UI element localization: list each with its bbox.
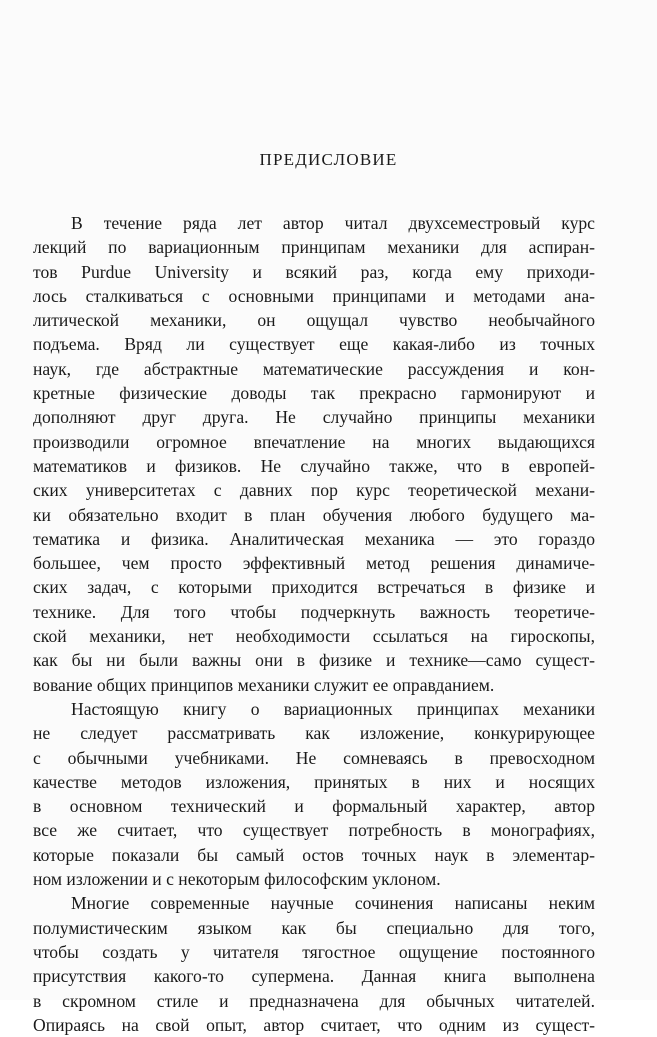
text-line: ских задач, с которыми приходится встречаться в физике и bbox=[33, 577, 595, 598]
text-line: с обычными учебниками. Не сомневаясь в превосходном bbox=[33, 747, 595, 768]
text-line: литической механики, он ощущал чувство необычайного bbox=[33, 310, 595, 331]
text-line: подъема. Вряд ли существует еще какая-либо из точных bbox=[33, 334, 595, 355]
text-line: не следует рассматривать как изложение, конкурирующее bbox=[33, 723, 595, 744]
text-line: все же считает, что существует потребность в монографиях, bbox=[33, 820, 595, 841]
text-line: математиков и физиков. Не случайно также, что в европей- bbox=[33, 455, 595, 476]
text-line: большее, чем просто эффективный метод решения динамиче- bbox=[33, 553, 595, 574]
text-line: Многие современные научные сочинения написаны неким bbox=[71, 893, 595, 914]
text-line: тов Purdue University и всякий раз, когда ему приходи- bbox=[33, 261, 595, 282]
text-line: присутствия какого-то супермена. Данная книга выполнена bbox=[33, 966, 595, 987]
text-line: лось сталкиваться с основными принципами и методами ана- bbox=[33, 285, 595, 306]
text-line: в основном технический и формальный характер, автор bbox=[33, 796, 595, 817]
text-line: ской механики, нет необходимости ссылаться на гироскопы, bbox=[33, 626, 595, 647]
text-line: кретные физические доводы так прекрасно гармонируют и bbox=[33, 383, 595, 404]
text-line: в скромном стиле и предназначена для обычных читателей. bbox=[33, 990, 595, 1011]
text-line: Настоящую книгу о вариационных принципах механики bbox=[71, 698, 595, 719]
text-line: производили огромное впечатление на многих выдающихся bbox=[33, 431, 595, 452]
text-line: вование общих принципов механики служит ее оправданием. bbox=[33, 674, 495, 695]
text-line: которые показали бы самый остов точных наук в элементар- bbox=[33, 844, 595, 865]
text-line: наук, где абстрактные математические рассуждения и кон- bbox=[33, 358, 595, 379]
text-line: дополняют друг друга. Не случайно принципы механики bbox=[33, 407, 595, 428]
text-line: Опираясь на свой опыт, автор считает, что одним из сущест- bbox=[33, 1014, 595, 1035]
text-line: тематика и физика. Аналитическая механика — это гораздо bbox=[33, 528, 595, 549]
text-line: как бы ни были важны они в физике и технике—само сущест- bbox=[33, 650, 595, 671]
preface-body bbox=[33, 211, 595, 1037]
page-title: ПРЕДИСЛОВИЕ bbox=[259, 150, 398, 169]
text-line: лекций по вариационным принципам механики для аспиран- bbox=[33, 237, 595, 258]
text-line: полумистическим языком как бы специально для того, bbox=[33, 917, 595, 938]
text-line: чтобы создать у читателя тягостное ощущение постоянного bbox=[33, 941, 595, 962]
text-line: В течение ряда лет автор читал двухсеместровый курс bbox=[71, 213, 595, 233]
text-line: ки обязательно входит в план обучения любого будущего ма- bbox=[33, 504, 595, 525]
text-line: ном изложении и с некоторым философским уклоном. bbox=[33, 869, 441, 890]
text-line: технике. Для того чтобы подчеркнуть важность теоретиче- bbox=[33, 601, 595, 622]
text-line: качестве методов изложения, принятых в них и носящих bbox=[33, 771, 595, 792]
text-line: ских университетах с давних пор курс теоретической механи- bbox=[33, 480, 595, 501]
